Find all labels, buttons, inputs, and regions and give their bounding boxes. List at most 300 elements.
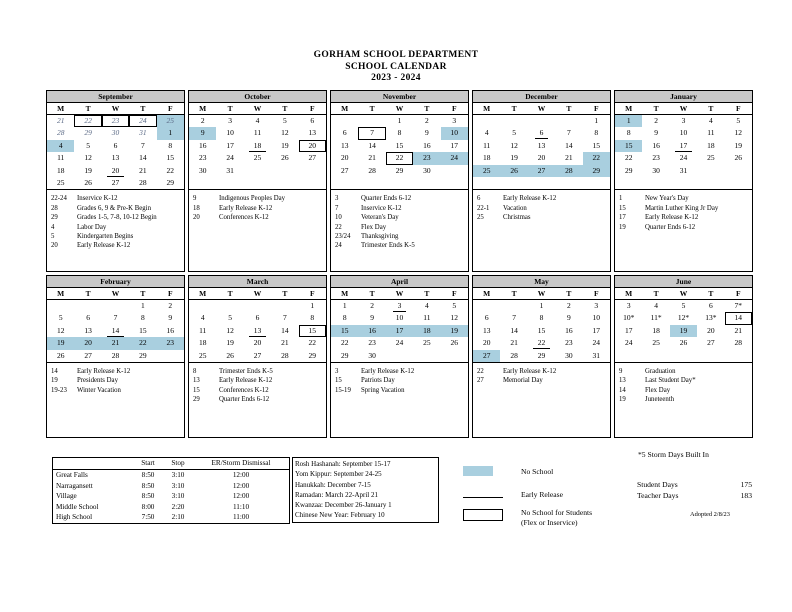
weekday-header-3: T (129, 288, 156, 300)
day-number: 19 (84, 165, 92, 175)
day-number: 28 (734, 338, 743, 348)
times-header-stop: Stop (163, 458, 193, 470)
storm-days-note: *5 Storm Days Built In (638, 450, 709, 459)
weekday-header-0: M (615, 288, 642, 300)
note-text: Quarter Ends 6-12 (219, 396, 270, 404)
day-number: 29 (340, 350, 349, 360)
day-number: 16 (166, 325, 175, 335)
day-number: 21 (56, 116, 65, 125)
day-number: 3 (452, 116, 457, 125)
note-text: Vacation (503, 204, 527, 212)
day-number: 25 (253, 153, 262, 163)
day-number: 14 (734, 313, 743, 323)
note-text: Christmas (503, 214, 531, 222)
day-number: 12 (450, 313, 459, 323)
weekday-header-1: T (642, 103, 669, 115)
day-number: 2 (200, 116, 205, 125)
day-number: 27 (308, 153, 317, 163)
day-number: 4 (708, 116, 713, 125)
day-number: 25 (56, 178, 65, 188)
day-number: 12 (84, 153, 92, 163)
day-number: 20 (482, 338, 491, 348)
day-number: 14 (565, 140, 573, 150)
day-number: 29 (139, 350, 147, 360)
day-number: 23 (652, 153, 660, 163)
note-date: 22 (335, 223, 342, 231)
note-date: 20 (51, 242, 58, 250)
times-cell-stop: 2:10 (171, 513, 185, 522)
day-number: 17 (592, 325, 601, 335)
note-date: 4 (51, 223, 55, 231)
note-date: 19 (51, 377, 58, 385)
day-number: 10 (679, 128, 688, 138)
note-text: Early Release K-12 (361, 368, 415, 376)
day-number: 30 (111, 128, 120, 138)
day-number: 27 (482, 350, 491, 360)
day-number: 22 (308, 338, 317, 348)
day-number: 26 (56, 350, 65, 360)
day-number: 11* (650, 313, 662, 323)
day-number: 2 (424, 116, 429, 125)
day-number: 3 (228, 116, 232, 125)
day-number: 30 (652, 165, 660, 175)
day-number: 24 (139, 116, 147, 125)
day-number: 18 (482, 153, 491, 163)
day-number: 15 (395, 140, 404, 150)
day-number: 12 (226, 325, 234, 335)
day-number: 24 (395, 338, 404, 348)
times-table (53, 458, 289, 523)
day-number: 7* (734, 301, 743, 310)
legend-no-school-label: No School (521, 467, 554, 476)
note-date: 17 (619, 214, 626, 222)
day-number: 1 (397, 116, 402, 125)
weekday-header-1: T (216, 288, 243, 300)
day-number: 6 (342, 128, 347, 138)
weekday-header-3: T (413, 288, 440, 300)
day-number: 4 (58, 140, 63, 150)
holiday-item: Yom Kippur: September 24-25 (295, 470, 382, 479)
legend-early-release-label: Early Release (521, 490, 563, 499)
day-number: 3 (626, 301, 631, 310)
day-number: 16 (565, 325, 573, 335)
day-number: 3 (681, 116, 686, 125)
note-date: 6 (477, 195, 481, 203)
weekday-header-4: F (725, 288, 752, 300)
times-cell-dismissal: 12:00 (232, 492, 250, 501)
weekday-header-0: M (331, 103, 358, 115)
note-text: Spring Vacation (361, 386, 405, 394)
holiday-item: Chinese New Year: February 10 (295, 511, 385, 520)
weekday-header-2: W (670, 103, 697, 115)
day-number: 3 (393, 300, 407, 312)
times-cell-stop: 3:10 (171, 481, 185, 490)
day-number: 28 (56, 128, 65, 138)
weekday-header-3: T (555, 288, 582, 300)
holiday-item: Hanukkah: December 7-15 (295, 480, 371, 489)
day-number: 1 (342, 301, 347, 310)
note-date: 14 (619, 386, 626, 394)
note-date: 20 (193, 214, 200, 222)
day-number: 28 (510, 350, 518, 360)
day-number: 29 (84, 128, 92, 138)
day-number: 13 (537, 140, 546, 150)
note-date: 23/24 (335, 233, 351, 241)
weekday-header-0: M (331, 288, 358, 300)
day-number: 5 (86, 140, 90, 150)
day-number: 29 (395, 165, 404, 175)
note-date: 13 (619, 377, 626, 385)
day-number: 11 (253, 128, 262, 138)
note-date: 14 (51, 368, 58, 376)
month-name: November (331, 91, 468, 103)
weekday-header-1: T (358, 103, 385, 115)
times-cell-school: Great Falls (56, 471, 88, 479)
note-date: 22-24 (51, 195, 67, 203)
weekday-header-2: W (386, 288, 413, 300)
day-number: 21 (734, 325, 743, 335)
times-cell-start: 7:50 (141, 513, 155, 522)
times-row (53, 512, 289, 523)
note-date: 29 (51, 214, 58, 222)
day-number: 6 (86, 313, 90, 323)
weekday-header-4: F (583, 103, 610, 115)
day-number: 15 (308, 325, 317, 335)
times-cell-stop: 2:20 (171, 502, 185, 511)
note-text: Graduation (645, 368, 676, 376)
day-number: 22 (533, 337, 551, 349)
day-number: 12 (734, 128, 743, 138)
day-number: 4 (654, 301, 658, 310)
weekday-header-1: T (500, 288, 527, 300)
month-name: March (189, 276, 326, 288)
note-date: 9 (619, 368, 623, 376)
day-number: 19 (56, 338, 65, 348)
day-number: 8 (310, 313, 315, 323)
note-date: 3 (335, 195, 339, 203)
title-line-2: SCHOOL CALENDAR (345, 61, 447, 72)
day-number: 25 (166, 116, 175, 125)
day-number: 24 (592, 338, 601, 348)
day-number: 18 (423, 325, 431, 335)
day-number: 18 (198, 338, 207, 348)
weekday-header-2: W (528, 288, 555, 300)
teacher-days-value: 183 (740, 491, 752, 500)
note-text: Early Release K-12 (77, 368, 131, 376)
day-number: 15 (166, 153, 175, 163)
day-number: 23 (198, 153, 207, 163)
day-number: 5 (58, 313, 63, 323)
note-text: Kindergarten Begins (77, 233, 134, 241)
day-number: 26 (734, 153, 743, 163)
note-date: 15-19 (335, 386, 351, 394)
no-school-color-swatch (463, 466, 493, 476)
note-date: 8 (193, 368, 197, 376)
times-cell-school: Narragansett (56, 481, 93, 490)
times-cell-school: High School (56, 513, 93, 522)
day-number: 6 (535, 127, 549, 139)
day-number: 13 (482, 325, 491, 335)
weekday-header-1: T (216, 103, 243, 115)
day-number: 10 (226, 128, 234, 138)
times-row (53, 502, 289, 513)
day-number: 31 (226, 165, 234, 175)
times-header-school (53, 458, 133, 470)
note-text: Patriots Day (361, 377, 395, 385)
note-text: Quarter Ends 6-12 (645, 223, 696, 231)
weekday-header-1: T (642, 288, 669, 300)
weekday-header-4: F (441, 288, 468, 300)
day-number: 13 (340, 140, 349, 150)
day-number: 25 (652, 338, 660, 348)
weekday-header-4: F (583, 288, 610, 300)
day-number: 1 (626, 116, 631, 125)
day-number: 11 (483, 140, 491, 150)
day-number: 28 (368, 165, 376, 175)
times-header-start: Start (133, 458, 163, 470)
note-date: 24 (335, 242, 342, 250)
day-number: 10 (592, 313, 601, 323)
day-number: 16 (368, 325, 376, 335)
day-number: 27 (707, 338, 715, 348)
times-cell-dismissal: 12:00 (232, 471, 250, 479)
student-days-value: 175 (740, 480, 752, 489)
note-date: 15 (193, 386, 200, 394)
day-number: 8 (594, 128, 599, 138)
day-number: 15 (624, 140, 633, 150)
day-number: 4 (424, 301, 429, 310)
weekday-header-0: M (47, 288, 74, 300)
times-cell-dismissal: 11:10 (232, 502, 250, 511)
day-number: 20 (253, 338, 262, 348)
day-number: 30 (368, 350, 376, 360)
day-number: 1 (168, 128, 173, 138)
day-number: 5 (282, 116, 287, 125)
day-number: 20 (340, 153, 349, 163)
day-number: 17 (675, 140, 693, 152)
day-number: 8 (168, 140, 173, 150)
times-cell-stop: 3:10 (171, 492, 185, 501)
day-number: 15 (592, 140, 601, 150)
day-number: 8 (397, 128, 402, 138)
note-date: 5 (51, 233, 55, 241)
day-number: 21 (368, 153, 376, 163)
note-date: 3 (335, 368, 339, 376)
day-number: 29 (592, 165, 601, 175)
note-text: Early Release K-12 (503, 368, 557, 376)
day-number: 26 (450, 338, 459, 348)
times-cell-start: 8:50 (141, 492, 155, 501)
day-number: 6 (310, 116, 315, 125)
day-number: 6 (255, 313, 260, 323)
times-cell-start: 8:00 (141, 502, 155, 511)
day-number: 26 (510, 165, 518, 175)
day-number: 9 (566, 313, 571, 323)
day-number: 17 (450, 140, 459, 150)
note-date: 19-23 (51, 386, 67, 394)
note-date: 27 (477, 377, 484, 385)
day-number: 26 (226, 350, 234, 360)
weekday-header-2: W (386, 103, 413, 115)
day-number: 22 (139, 338, 147, 348)
note-date: 19 (619, 396, 626, 404)
weekday-header-0: M (47, 103, 74, 115)
day-number: 14 (139, 153, 147, 163)
school-times-table (52, 457, 290, 524)
note-text: Martin Luther King Jr Day (645, 204, 719, 212)
teacher-days-row (637, 490, 752, 501)
day-number: 5 (736, 116, 741, 125)
note-date: 13 (193, 377, 200, 385)
day-number: 24 (226, 153, 234, 163)
day-number: 13 (111, 153, 120, 163)
day-number: 10 (450, 128, 459, 138)
day-number: 4 (255, 116, 260, 125)
note-date: 7 (335, 204, 339, 212)
note-date: 28 (51, 204, 58, 212)
day-number: 14 (281, 325, 289, 335)
day-number: 12 (56, 325, 65, 335)
weekday-header-3: T (697, 288, 724, 300)
day-number: 20 (537, 153, 546, 163)
times-cell-school: Middle School (56, 502, 99, 511)
day-number: 24 (450, 153, 459, 163)
note-text: Early Release K-12 (219, 204, 273, 212)
day-number: 28 (565, 165, 573, 175)
note-text: Conferences K-12 (219, 214, 269, 222)
day-number: 22 (340, 338, 349, 348)
day-number: 4 (200, 313, 205, 323)
legend-early-release-line-row (463, 497, 503, 498)
day-number: 12* (677, 313, 690, 323)
note-text: Flex Day (361, 223, 387, 231)
day-number: 1 (539, 301, 544, 310)
note-text: Memorial Day (503, 377, 543, 385)
day-number: 31 (679, 165, 688, 175)
note-text: Early Release K-12 (219, 377, 273, 385)
legend-no-school-students-label-2: (Flex or Inservice) (521, 518, 578, 527)
day-number: 23 (166, 338, 175, 348)
month-name: December (473, 91, 610, 103)
note-text: Trimester Ends K-5 (361, 242, 415, 250)
holiday-item: Ramadan: March 22-April 21 (295, 490, 379, 499)
note-text: Quarter Ends 6-12 (361, 195, 412, 203)
early-release-underline-icon (463, 497, 503, 498)
times-header-row (53, 458, 289, 470)
days-tally (637, 479, 752, 501)
day-number: 9 (168, 313, 173, 323)
times-cell-dismissal: 12:00 (232, 481, 250, 490)
times-header-dismissal: ER/Storm Dismissal (193, 458, 289, 470)
weekday-header-4: F (157, 103, 184, 115)
day-number: 12 (281, 128, 289, 138)
day-number: 6 (708, 301, 713, 310)
day-number: 19 (281, 140, 289, 150)
month-name: September (47, 91, 184, 103)
note-date: 29 (193, 396, 200, 404)
day-number: 26 (281, 153, 289, 163)
weekday-header-3: T (129, 103, 156, 115)
day-number: 11 (707, 128, 715, 138)
note-text: Veteran's Day (361, 214, 399, 222)
note-date: 25 (477, 214, 484, 222)
day-number: 9 (424, 128, 429, 138)
day-number: 5 (681, 301, 686, 310)
note-date: 15 (619, 204, 626, 212)
day-number: 10* (623, 313, 635, 323)
adopted-date: Adopted 2/8/23 (690, 511, 730, 518)
day-number: 27 (340, 165, 349, 175)
note-date: 18 (193, 204, 200, 212)
title-line-3: 2023 - 2024 (371, 73, 421, 83)
day-number: 13 (249, 325, 267, 337)
holiday-item: Kwanzaa: December 26-January 1 (295, 501, 392, 510)
day-number: 16 (423, 140, 431, 150)
day-number: 14 (107, 325, 125, 337)
times-cell-start: 8:50 (141, 471, 155, 479)
times-cell-dismissal: 11:00 (232, 513, 250, 522)
day-number: 7 (113, 313, 118, 323)
day-number: 17 (624, 325, 633, 335)
day-number: 25 (707, 153, 715, 163)
weekday-header-1: T (74, 288, 101, 300)
day-number: 31 (592, 350, 601, 360)
note-text: Early Release K-12 (645, 214, 699, 222)
weekday-header-3: T (413, 103, 440, 115)
day-number: 19 (734, 140, 743, 150)
day-number: 7 (282, 313, 287, 323)
day-number: 28 (111, 350, 120, 360)
weekday-header-2: W (670, 288, 697, 300)
times-row (53, 491, 289, 502)
day-number: 9 (200, 128, 205, 138)
day-number: 30 (198, 165, 207, 175)
note-text: Grades 1-5, 7-8, 10-12 Begin (77, 214, 157, 222)
day-number: 6 (484, 313, 489, 323)
note-date: 22 (477, 368, 484, 376)
note-text: New Year's Day (645, 195, 689, 203)
note-date: 1 (619, 195, 623, 203)
day-number: 14 (510, 325, 518, 335)
note-text: Flex Day (645, 386, 671, 394)
day-number: 3 (594, 301, 599, 310)
weekday-header-1: T (358, 288, 385, 300)
day-number: 2 (566, 301, 571, 310)
day-number: 27 (537, 165, 546, 175)
day-number: 15 (139, 325, 147, 335)
day-number: 18 (249, 140, 267, 152)
day-number: 19 (226, 338, 234, 348)
day-number: 11 (57, 153, 65, 163)
note-date: 9 (193, 195, 197, 203)
day-number: 18 (56, 165, 65, 175)
student-days-label: Student Days (637, 480, 678, 489)
note-text: Juneteenth (645, 396, 675, 404)
day-number: 26 (679, 338, 688, 348)
day-number: 28 (139, 178, 147, 188)
day-number: 5 (452, 301, 457, 310)
day-number: 16 (652, 140, 660, 150)
day-number: 23 (368, 338, 376, 348)
note-text: Grades 6, 9 & Pre-K Begin (77, 204, 151, 212)
day-number: 18 (707, 140, 715, 150)
day-number: 17 (395, 325, 404, 335)
day-number: 20 (84, 338, 92, 348)
student-days-row (637, 479, 752, 490)
day-number: 30 (565, 350, 573, 360)
day-number: 20 (308, 140, 317, 150)
day-number: 27 (111, 178, 120, 188)
